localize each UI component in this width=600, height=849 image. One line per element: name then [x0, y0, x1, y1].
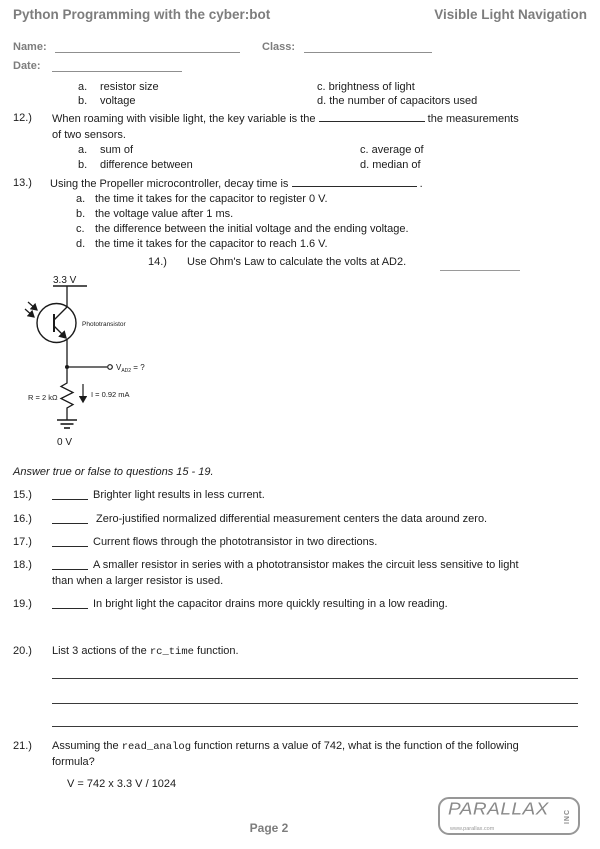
answer-blank — [52, 608, 88, 609]
resistor-symbol — [61, 369, 73, 420]
question-12-text: When roaming with visible light, the key variable is the the measurements — [52, 113, 519, 125]
answer-blank — [52, 499, 88, 500]
answer-line — [52, 726, 578, 727]
worksheet-page: Python Programming with the cyber:bot Visible Light Navigation Name: Class: Date: a. resistor size c. brightness of light b. voltage d. the number of capacitors used 12.) When roaming with visible light, the key variable is the the measurements of two sensors. a. sum of c. average of b. difference between d. median of 13.) Using the Propeller microcontroller, decay time is . a. the time it takes for the capacitor to register 0 V. b. the voltage value after 1 ms. c. the difference between the initial voltage and the ending voltage. d. the time it takes for the capacitor to reach 1.6 V. 14.) Use Ohm's Law to calculate the volts at AD2. 3.3 V Phototransistor $V_{AD2}$ = ? R = 2 kΩ I = 0.92 mA 0 V Answer true or false to questions 15 - 19. 15.) Brighter light results in less current. 16.) Zero-justified normalized differential measurement centers the data around zero. 17.) Current flows through the phototransistor in two directions. 18.) A smaller resistor in series with a phototransistor makes the circuit less sensitive to light than when a larger resistor is used. 19.) In bright light the capacitor drains more quickly resulting in a low reading. 20.) List 3 actions of the rc_time function. 21.) Assuming the read_analog function returns a value of 742, what is the function of the following formula? V = 742 x 3.3 V / 1024 Page 2 PARALLAX INC www.parallax.com — [0, 0, 600, 849]
option-text-c: c. average of — [360, 144, 424, 156]
answer-blank — [292, 177, 417, 187]
ground-symbol — [57, 420, 77, 428]
logo-url-text: www.parallax.com — [450, 826, 495, 832]
question-21-text: Assuming the read_analog function returns a value of 742, what is the function of the following — [52, 740, 519, 753]
ground-voltage-label: 0 V — [57, 437, 73, 448]
option-letter-a: a. — [78, 81, 88, 93]
option-text-c: c. brightness of light — [317, 81, 415, 93]
class-label: Class: — [262, 41, 296, 53]
answer-line — [52, 703, 578, 704]
light-arrows-icon — [25, 302, 37, 317]
supply-voltage-label: 3.3 V — [53, 275, 77, 286]
option-letter-b: b. — [78, 159, 88, 171]
answer-blank — [52, 569, 88, 570]
header-title-right: Visible Light Navigation — [434, 7, 587, 22]
code-token: read_analog — [121, 741, 192, 753]
terminal-circle — [108, 365, 113, 370]
option-letter-a: a. — [78, 144, 88, 156]
option-text-a: resistor size — [100, 81, 159, 93]
answer-line — [52, 678, 578, 679]
question-13-number: 13.) — [13, 177, 32, 189]
class-line — [304, 52, 432, 53]
current-label: I = 0.92 mA — [91, 390, 130, 399]
answer-blank — [52, 523, 88, 524]
question-14-number: 14.) — [148, 256, 167, 268]
option-letter-b: b. — [78, 95, 88, 107]
question-13-text: Using the Propeller microcontroller, decay time is . — [50, 178, 423, 190]
node-voltage-label: $V_{AD2}$ = ? — [116, 363, 145, 374]
option-text-d: d. median of — [360, 159, 421, 171]
code-token: rc_time — [149, 646, 194, 658]
date-label: Date: — [13, 60, 41, 72]
option-text-d: d. the number of capacitors used — [317, 95, 478, 107]
question-14-text: Use Ohm's Law to calculate the volts at AD2. — [187, 256, 407, 268]
logo-text: PARALLAX — [448, 799, 549, 820]
question-12-number: 12.) — [13, 112, 32, 124]
name-line — [55, 52, 240, 53]
answer-blank — [319, 112, 425, 122]
date-line — [52, 71, 182, 72]
phototransistor-symbol — [37, 304, 76, 343]
logo-inc-text: INC — [563, 808, 571, 825]
parallax-logo — [438, 797, 580, 835]
question-20-text: List 3 actions of the rc_time function. — [52, 645, 239, 658]
answer-blank — [440, 270, 520, 271]
phototransistor-circuit-diagram — [20, 270, 150, 450]
page-number: Page 2 — [249, 821, 289, 835]
option-text-b: voltage — [100, 95, 136, 107]
option-text-b: difference between — [100, 159, 193, 171]
phototransistor-label: Phototransistor — [82, 321, 126, 328]
resistor-label: R = 2 kΩ — [28, 393, 58, 402]
header-title-left: Python Programming with the cyber:bot — [13, 7, 271, 22]
name-label: Name: — [13, 41, 47, 53]
answer-blank — [52, 546, 88, 547]
option-text-a: sum of — [100, 144, 134, 156]
